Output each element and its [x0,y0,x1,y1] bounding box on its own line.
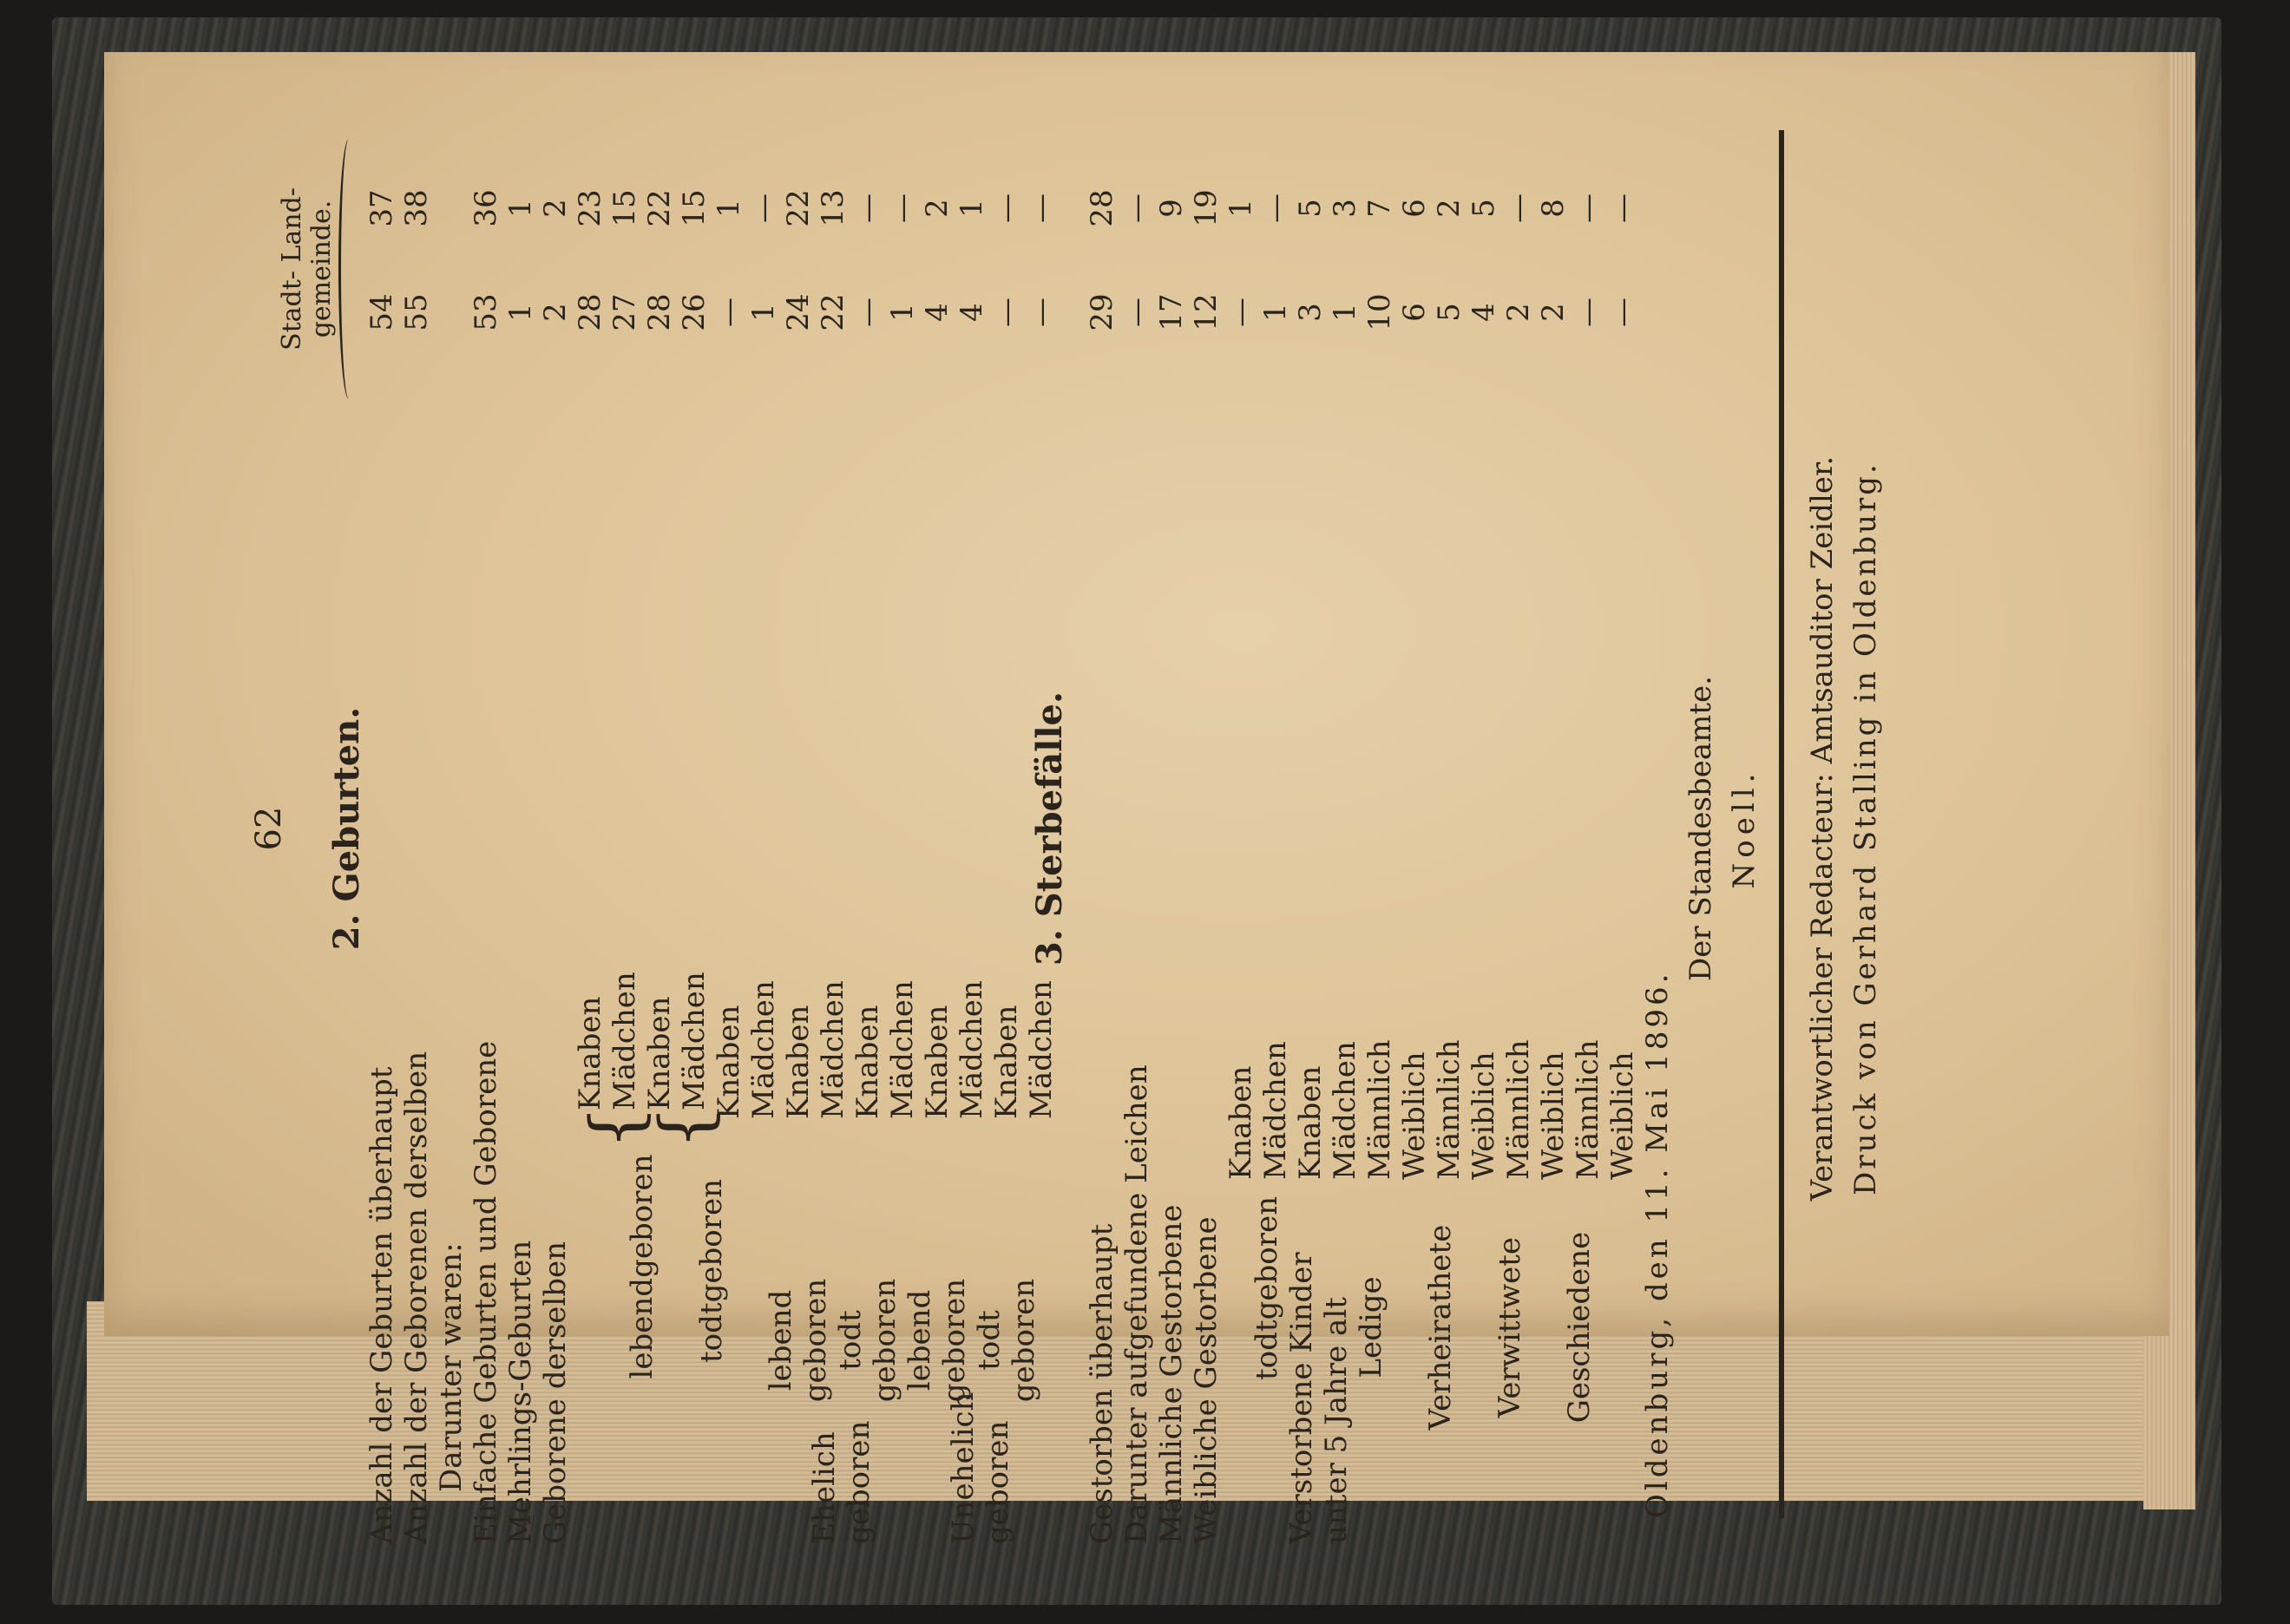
value-landgemeinde: — [1119,193,1154,223]
row-label: Männlich [1432,1039,1467,1180]
row-label: Weiblich [1467,1051,1501,1180]
row-label: Darunter aufgefundene Leichen [1119,1064,1154,1544]
value-landgemeinde: 1 [712,199,746,218]
value-landgemeinde: 22 [781,189,816,227]
value-landgemeinde: 9 [1154,199,1189,218]
row-label: Männlich [1362,1039,1397,1180]
footer-editor: Verantwortlicher Redacteur: Amtsauditor Zeidler. [1805,455,1840,1202]
row-label: Knaben [642,996,677,1110]
row-label: Weiblich [1536,1051,1571,1180]
value-stadtgemeinde: — [1605,298,1640,327]
footer-printer: Druck von Gerhard Stalling in Oldenburg. [1848,462,1883,1195]
value-stadtgemeinde: 53 [469,293,503,331]
group-todtgeboren: todtgeboren [694,1179,729,1363]
column-header-top: Stadt- Land- [277,187,307,350]
page-number: 62 [249,806,289,851]
value-stadtgemeinde: 27 [607,293,642,331]
table-row [503,113,538,1544]
value-landgemeinde: — [1258,193,1293,223]
value-landgemeinde: 38 [399,189,434,227]
value-stadtgemeinde: 1 [885,303,920,322]
row-label: Darunter waren: [434,1242,469,1492]
value-landgemeinde: 2 [538,199,573,218]
row-label: Knaben [989,1005,1024,1119]
value-landgemeinde: 13 [816,189,850,227]
value-landgemeinde: 36 [469,189,503,227]
value-landgemeinde: 2 [1432,199,1467,218]
value-stadtgemeinde: 5 [1432,303,1467,322]
value-stadtgemeinde: 3 [1293,303,1328,322]
value-landgemeinde: 22 [642,189,677,227]
row-label: Anzahl der Geborenen derselben [399,1051,434,1544]
value-landgemeinde: 2 [920,199,955,218]
group-verheirathete: Verheirathete [1423,1224,1458,1431]
brace: { [645,1105,725,1149]
row-label: Mädchen [677,972,712,1110]
value-landgemeinde: 1 [1224,199,1258,218]
value-stadtgemeinde: 28 [642,293,677,331]
row-label: Männliche Gestorbene [1154,1204,1189,1544]
value-stadtgemeinde: — [712,298,746,327]
sub-todt-geboren: todt geboren [972,1278,1041,1403]
value-stadtgemeinde: — [850,298,885,327]
value-stadtgemeinde: 54 [364,293,399,331]
value-landgemeinde: 5 [1467,199,1501,218]
value-landgemeinde: — [1024,193,1059,223]
value-landgemeinde: 19 [1189,189,1224,227]
value-landgemeinde: 3 [1328,199,1362,218]
value-stadtgemeinde: 28 [573,293,607,331]
value-stadtgemeinde: 6 [1397,303,1432,322]
births-heading: 2. Geburten. [326,706,367,951]
row-label: Mädchen [816,980,850,1119]
group-ehelich: Ehelich geboren [807,1420,876,1544]
group-ledige: Ledige [1354,1276,1388,1378]
value-stadtgemeinde: — [1024,298,1059,327]
row-label: Knaben [781,1005,816,1119]
value-stadtgemeinde: — [1224,298,1258,327]
row-label: Mädchen [1024,980,1059,1119]
sub-lebend-geboren: lebend geboren [764,1278,833,1403]
row-label: Gestorben überhaupt [1085,1223,1119,1544]
table-row [1154,113,1189,1544]
value-stadtgemeinde: 2 [1501,303,1536,322]
value-stadtgemeinde: 4 [920,303,955,322]
column-header [278,121,350,416]
row-label: Weiblich [1397,1051,1432,1180]
value-stadtgemeinde: 4 [955,303,989,322]
value-landgemeinde: — [1605,193,1640,223]
place-date: Oldenburg, den 11. Mai 1896. [1640,970,1675,1518]
table-row [434,113,469,1544]
column-header-bottom: gemeinde. [306,200,337,338]
value-landgemeinde: 6 [1397,199,1432,218]
value-landgemeinde: — [1571,193,1605,223]
table-row [469,113,503,1544]
row-label: Mädchen [746,980,781,1119]
row-label: Knaben [920,1005,955,1119]
divider-rule [1779,130,1784,1518]
row-label: Weibliche Gestorbene [1189,1216,1224,1544]
value-stadtgemeinde: 10 [1362,293,1397,331]
value-stadtgemeinde: 24 [781,293,816,331]
value-landgemeinde: — [885,193,920,223]
table-row [399,113,434,1544]
value-landgemeinde: 8 [1536,199,1571,218]
value-stadtgemeinde: 12 [1189,293,1224,331]
value-stadtgemeinde: 26 [677,293,712,331]
value-landgemeinde: 15 [607,189,642,227]
value-stadtgemeinde: 29 [1085,293,1119,331]
group-lebendgeboren: lebendgeboren [625,1154,659,1379]
value-landgemeinde: 1 [955,199,989,218]
row-label: Weiblich [1605,1051,1640,1180]
value-stadtgemeinde: — [1119,298,1154,327]
official-name: Noell. [1727,768,1762,889]
value-stadtgemeinde: 1 [1258,303,1293,322]
value-stadtgemeinde: 1 [503,303,538,322]
table-row [364,113,399,1544]
row-label: Knaben [1293,1065,1328,1180]
value-stadtgemeinde: 2 [538,303,573,322]
value-landgemeinde: 23 [573,189,607,227]
row-label: Mädchen [607,972,642,1110]
value-landgemeinde: — [1501,193,1536,223]
row-label: Knaben [573,996,607,1110]
group-verstorbene: Verstorbene Kinder unter 5 Jahre alt [1284,1252,1354,1544]
value-landgemeinde: — [746,193,781,223]
row-label: Mädchen [885,980,920,1119]
table-row [1189,113,1224,1544]
value-stadtgemeinde: — [989,298,1024,327]
sub-todt-geboren: todt geboren [833,1278,902,1403]
value-stadtgemeinde: — [1571,298,1605,327]
value-landgemeinde: — [850,193,885,223]
value-landgemeinde: 5 [1293,199,1328,218]
table-row [1605,113,1640,1544]
group-geschiedene: Geschiedene [1562,1231,1597,1424]
brace: { [575,1105,656,1149]
table-row [1119,113,1154,1544]
value-stadtgemeinde: 2 [1536,303,1571,322]
value-landgemeinde: 15 [677,189,712,227]
row-label: Geborene derselben [538,1241,573,1544]
value-landgemeinde: 7 [1362,199,1397,218]
row-label: Knaben [850,1005,885,1119]
value-stadtgemeinde: 1 [746,303,781,322]
sub-lebend-geboren: lebend geboren [902,1278,972,1403]
row-label: Mädchen [1258,1041,1293,1180]
deaths-heading: 3. Sterbefälle. [1029,691,1070,966]
official-title: Der Standesbeamte. [1683,676,1718,981]
value-stadtgemeinde: 55 [399,293,434,331]
row-label: Männlich [1571,1039,1605,1180]
row-label: Knaben [1224,1065,1258,1180]
row-label: Mehrlings-Geburten [503,1240,538,1544]
value-stadtgemeinde: 1 [1328,303,1362,322]
row-label: Anzahl der Geburten überhaupt [364,1066,399,1544]
row-label: Mädchen [955,980,989,1119]
table-row [538,113,573,1544]
group-todtgeboren-deaths: todtgeboren [1250,1196,1284,1380]
row-label: Knaben [712,1005,746,1119]
row-label: Männlich [1501,1039,1536,1180]
value-landgemeinde: 1 [503,199,538,218]
row-label: Mädchen [1328,1041,1362,1180]
value-stadtgemeinde: 22 [816,293,850,331]
value-landgemeinde: 37 [364,189,399,227]
column-brace [338,139,350,399]
rotated-page-content [249,113,1944,1544]
value-landgemeinde: 28 [1085,189,1119,227]
value-stadtgemeinde: 4 [1467,303,1501,322]
group-unehelich: Unehelich geboren [946,1392,1015,1544]
value-landgemeinde: — [989,193,1024,223]
value-stadtgemeinde: 17 [1154,293,1189,331]
table-row [1085,113,1119,1544]
row-label: Einfache Geburten und Geborene [469,1040,503,1544]
table-row [573,113,607,1544]
group-verwittwete: Verwittwete [1493,1236,1527,1418]
